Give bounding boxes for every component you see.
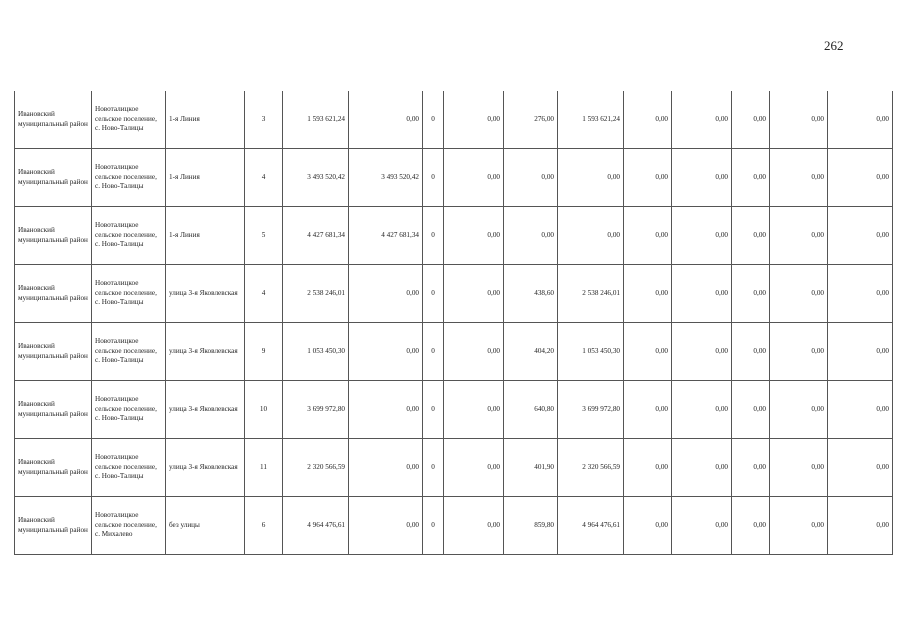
amount-cell: 0,00 — [828, 207, 893, 265]
amount-cell: 4 964 476,61 — [558, 497, 624, 555]
amount-cell: 0,00 — [349, 381, 423, 439]
street-cell: 1-я Линия — [166, 207, 245, 265]
table-row — [15, 439, 893, 497]
street-cell: улица 3-я Яковлевская — [166, 323, 245, 381]
street-cell: улица 3-я Яковлевская — [166, 381, 245, 439]
table-row — [15, 207, 893, 265]
amount-cell: 0,00 — [349, 323, 423, 381]
district-cell: Ивановский муниципальный район — [15, 91, 92, 149]
count-cell: 0 — [423, 91, 444, 149]
amount-cell: 1 593 621,24 — [558, 91, 624, 149]
amount-cell: 0,00 — [672, 439, 732, 497]
amount-cell: 0,00 — [828, 381, 893, 439]
amount-cell: 0,00 — [444, 497, 504, 555]
house-number-cell: 3 — [245, 91, 283, 149]
amount-cell: 0,00 — [349, 91, 423, 149]
amount-cell: 0,00 — [732, 149, 770, 207]
amount-cell: 0,00 — [558, 149, 624, 207]
count-cell: 0 — [423, 497, 444, 555]
amount-cell: 0,00 — [624, 323, 672, 381]
district-cell: Ивановский муниципальный район — [15, 207, 92, 265]
count-cell: 0 — [423, 323, 444, 381]
amount-cell: 0,00 — [444, 381, 504, 439]
amount-cell: 0,00 — [672, 91, 732, 149]
amount-cell: 1 593 621,24 — [283, 91, 349, 149]
house-number-cell: 9 — [245, 323, 283, 381]
district-cell: Ивановский муниципальный район — [15, 149, 92, 207]
settlement-cell: Новоталицкое сельское поселение, с. Ново-Талицы — [92, 323, 166, 381]
settlement-cell: Новоталицкое сельское поселение, с. Ново-Талицы — [92, 149, 166, 207]
count-cell: 0 — [423, 149, 444, 207]
amount-cell: 0,00 — [828, 91, 893, 149]
district-cell: Ивановский муниципальный район — [15, 381, 92, 439]
amount-cell: 1 053 450,30 — [283, 323, 349, 381]
count-cell: 0 — [423, 265, 444, 323]
amount-cell: 0,00 — [770, 265, 828, 323]
amount-cell: 0,00 — [558, 207, 624, 265]
table-row — [15, 91, 893, 149]
amount-cell: 3 493 520,42 — [349, 149, 423, 207]
amount-cell: 3 699 972,80 — [283, 381, 349, 439]
settlement-cell: Новоталицкое сельское поселение, с. Ново-Талицы — [92, 381, 166, 439]
amount-cell: 0,00 — [444, 439, 504, 497]
count-cell: 0 — [423, 381, 444, 439]
amount-cell: 0,00 — [732, 381, 770, 439]
amount-cell: 0,00 — [732, 439, 770, 497]
amount-cell: 4 964 476,61 — [283, 497, 349, 555]
amount-cell: 0,00 — [349, 265, 423, 323]
amount-cell: 0,00 — [624, 207, 672, 265]
amount-cell: 2 538 246,01 — [558, 265, 624, 323]
amount-cell: 0,00 — [444, 323, 504, 381]
amount-cell: 3 493 520,42 — [283, 149, 349, 207]
amount-cell: 2 538 246,01 — [283, 265, 349, 323]
district-cell: Ивановский муниципальный район — [15, 323, 92, 381]
amount-cell: 0,00 — [624, 91, 672, 149]
house-number-cell: 4 — [245, 149, 283, 207]
amount-cell: 0,00 — [828, 323, 893, 381]
amount-cell: 0,00 — [672, 323, 732, 381]
amount-cell: 0,00 — [828, 439, 893, 497]
area-cell: 859,80 — [504, 497, 558, 555]
amount-cell: 0,00 — [828, 497, 893, 555]
amount-cell: 0,00 — [732, 323, 770, 381]
house-number-cell: 5 — [245, 207, 283, 265]
area-cell: 0,00 — [504, 207, 558, 265]
settlement-cell: Новоталицкое сельское поселение, с. Ново-Талицы — [92, 91, 166, 149]
settlement-cell: Новоталицкое сельское поселение, с. Ново-Талицы — [92, 207, 166, 265]
amount-cell: 0,00 — [770, 381, 828, 439]
area-cell: 438,60 — [504, 265, 558, 323]
amount-cell: 0,00 — [444, 265, 504, 323]
amount-cell: 0,00 — [828, 149, 893, 207]
house-number-cell: 10 — [245, 381, 283, 439]
amount-cell: 0,00 — [732, 91, 770, 149]
amount-cell: 0,00 — [770, 497, 828, 555]
area-cell: 404,20 — [504, 323, 558, 381]
district-cell: Ивановский муниципальный район — [15, 439, 92, 497]
page-number: 262 — [824, 38, 844, 53]
amount-cell: 1 053 450,30 — [558, 323, 624, 381]
count-cell: 0 — [423, 207, 444, 265]
amount-cell: 0,00 — [672, 149, 732, 207]
district-cell: Ивановский муниципальный район — [15, 265, 92, 323]
amount-cell: 0,00 — [624, 149, 672, 207]
amount-cell: 0,00 — [732, 207, 770, 265]
house-number-cell: 4 — [245, 265, 283, 323]
street-cell: 1-я Линия — [166, 91, 245, 149]
amount-cell: 0,00 — [444, 207, 504, 265]
house-number-cell: 11 — [245, 439, 283, 497]
amount-cell: 0,00 — [828, 265, 893, 323]
amount-cell: 0,00 — [732, 265, 770, 323]
amount-cell: 0,00 — [624, 381, 672, 439]
amount-cell: 0,00 — [672, 265, 732, 323]
amount-cell: 0,00 — [770, 91, 828, 149]
table-row — [15, 323, 893, 381]
amount-cell: 2 320 566,59 — [283, 439, 349, 497]
amount-cell: 0,00 — [444, 149, 504, 207]
count-cell: 0 — [423, 439, 444, 497]
amount-cell: 3 699 972,80 — [558, 381, 624, 439]
amount-cell: 0,00 — [770, 323, 828, 381]
amount-cell: 0,00 — [624, 439, 672, 497]
amount-cell: 4 427 681,34 — [283, 207, 349, 265]
amount-cell: 0,00 — [672, 207, 732, 265]
table-row — [15, 149, 893, 207]
settlement-cell: Новоталицкое сельское поселение, с. Ново-Талицы — [92, 265, 166, 323]
amount-cell: 0,00 — [770, 149, 828, 207]
amount-cell: 0,00 — [672, 497, 732, 555]
district-cell: Ивановский муниципальный район — [15, 497, 92, 555]
house-number-cell: 6 — [245, 497, 283, 555]
amount-cell: 0,00 — [624, 265, 672, 323]
street-cell: улица 3-я Яковлевская — [166, 265, 245, 323]
amount-cell: 0,00 — [770, 207, 828, 265]
table-row — [15, 497, 893, 555]
amount-cell: 0,00 — [444, 91, 504, 149]
table-row — [15, 381, 893, 439]
street-cell: улица 3-я Яковлевская — [166, 439, 245, 497]
registry-table — [14, 91, 893, 555]
amount-cell: 0,00 — [732, 497, 770, 555]
street-cell: 1-я Линия — [166, 149, 245, 207]
settlement-cell: Новоталицкое сельское поселение, с. Михалево — [92, 497, 166, 555]
amount-cell: 4 427 681,34 — [349, 207, 423, 265]
table-body — [15, 91, 893, 555]
amount-cell: 0,00 — [349, 439, 423, 497]
area-cell: 0,00 — [504, 149, 558, 207]
table-row — [15, 265, 893, 323]
street-cell: без улицы — [166, 497, 245, 555]
amount-cell: 0,00 — [349, 497, 423, 555]
amount-cell: 2 320 566,59 — [558, 439, 624, 497]
amount-cell: 0,00 — [672, 381, 732, 439]
area-cell: 276,00 — [504, 91, 558, 149]
amount-cell: 0,00 — [624, 497, 672, 555]
area-cell: 640,80 — [504, 381, 558, 439]
area-cell: 401,90 — [504, 439, 558, 497]
amount-cell: 0,00 — [770, 439, 828, 497]
settlement-cell: Новоталицкое сельское поселение, с. Ново-Талицы — [92, 439, 166, 497]
